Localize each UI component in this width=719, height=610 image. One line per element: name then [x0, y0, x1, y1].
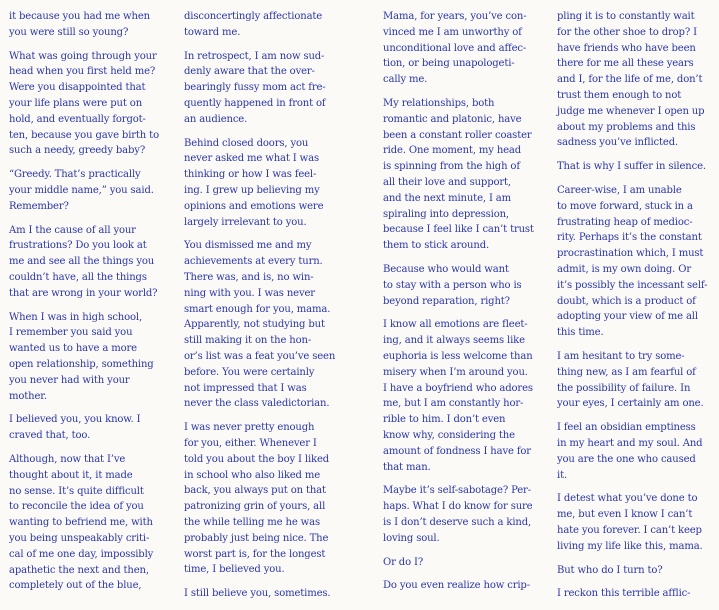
paragraph: But who do I turn to? — [557, 564, 663, 576]
paragraph: Or do I? — [383, 556, 424, 568]
paragraph: Mama, for years, you’ve con- vinced me I am unworthy of unconditional love and affec- tion, or being unapologeti- cally me. — [383, 11, 527, 86]
paragraph: Maybe it’s self-sabotage? Per- haps. What I do know for sure is I don’t deserve such a kind, loving soul. — [383, 485, 533, 544]
text-column-3 — [383, 9, 545, 602]
paragraph: When I was in high school, I remember you said you wanted us to have a more open relationship, something you never had with your mother. — [9, 311, 154, 402]
paragraph: Career-wise, I am unable to move forward, stuck in a frustrating heap of medioc- rity. Perhaps it’s the constant procrastination which, I must admit, is my own doing. Or it’s possibly the incessant self- doubt, which is a product of adopting your view of me all this time. — [557, 184, 708, 339]
paragraph: I was never pretty enough for you, either. Whenever I told you about the boy I liked in school who also liked me back, you always put on that patronizing grin of yours, all the while telling me he was probably just being nice. The worst part is, for the longest time, I believed you. — [184, 422, 330, 576]
text-column-4 — [557, 9, 719, 610]
paragraph: I know all emotions are fleet- ing, and it always seems like euphoria is less welcome than misery when I’m around you. I have a boyfriend who adores me, but I am constantly hor- rible to him. I don’t even know why, considering the amount of fondness I have for that man. — [383, 319, 533, 473]
paragraph: “Greedy. That’s practically your middle name,” you said. Remember? — [9, 169, 154, 212]
paragraph: In retrospect, I am now sud- denly aware that the over- bearingly fussy mom act fre- quently happened in front of an audience. — [184, 50, 326, 125]
paragraph: What was going through your head when you first held me? Were you disappointed that your life plans were put on hold, and eventually forgot- ten, because you gave birth to such a needy, greedy baby? — [9, 50, 159, 157]
paragraph: disconcertingly affectionate toward me. — [184, 11, 323, 38]
paragraph: I believed you, you know. I craved that, too. — [9, 414, 141, 442]
paragraph: My relationships, both romantic and platonic, have been a constant roller coaster ride. One moment, my head is spinning from the high of all their love and support, and the next minute, I am spiraling into depression, because I feel like I can’t trust them to stick around. — [383, 97, 534, 252]
paragraph: Am I the cause of all your frustrations? Do you look at me and see all the things you couldn’t have, all the things that are wrong in your world? — [9, 224, 158, 299]
text-column-1 — [9, 9, 171, 602]
paragraph: pling it is to constantly wait for the other shoe to drop? I have friends who have been there for me all these years and I, for the life of me, don’t trust them enough to not judge me whenever I open up about my problems and this sadness you’ve inflicted. — [557, 11, 705, 149]
paragraph: You dismissed me and my achievements at every turn. There was, and is, no win- ning with you. I was never smart enough for you, mama. Apparently, not studying but still making it on the hon- or’s list was a feat you’ve seen before. You were certainly not impressed that I was never the class valedictorian. — [184, 240, 336, 410]
paragraph: I still believe you, sometimes. — [184, 588, 331, 600]
paragraph: I am hesitant to try some- thing new, as I am fearful of the possibility of failure. In your eyes, I certainly am one. — [557, 350, 704, 410]
paragraph: I detest what you’ve done to me, but even I know I can’t hate you forever. I can’t keep living my life like this, mama. — [557, 493, 703, 552]
paragraph: I reckon this terrible afflic- — [557, 588, 691, 600]
paragraph: Although, now that I’ve thought about it, it made no sense. It’s quite difficult to reconcile the idea of you wanting to befriend me, with you being unspeakably criti- cal of me one day, impossibly apathetic the next and then, completely out of the blue, — [9, 453, 154, 592]
paragraph: Because who would want to stay with a person who is beyond reparation, right? — [383, 263, 522, 307]
paragraph: Do you even realize how crip- — [383, 580, 530, 592]
text-column-2 — [184, 9, 346, 610]
paragraph: it because you had me when you were still so young? — [9, 11, 150, 38]
paragraph: Behind closed doors, you never asked me what I was thinking or how I was feel- ing. I grew up believing my opinions and emotions were largely irrelevant to you. — [184, 137, 324, 228]
paragraph: I feel an obsidian emptiness in my heart and my soul. And you are the one who caused it. — [557, 422, 703, 481]
paragraph: That is why I suffer in silence. — [557, 161, 706, 173]
